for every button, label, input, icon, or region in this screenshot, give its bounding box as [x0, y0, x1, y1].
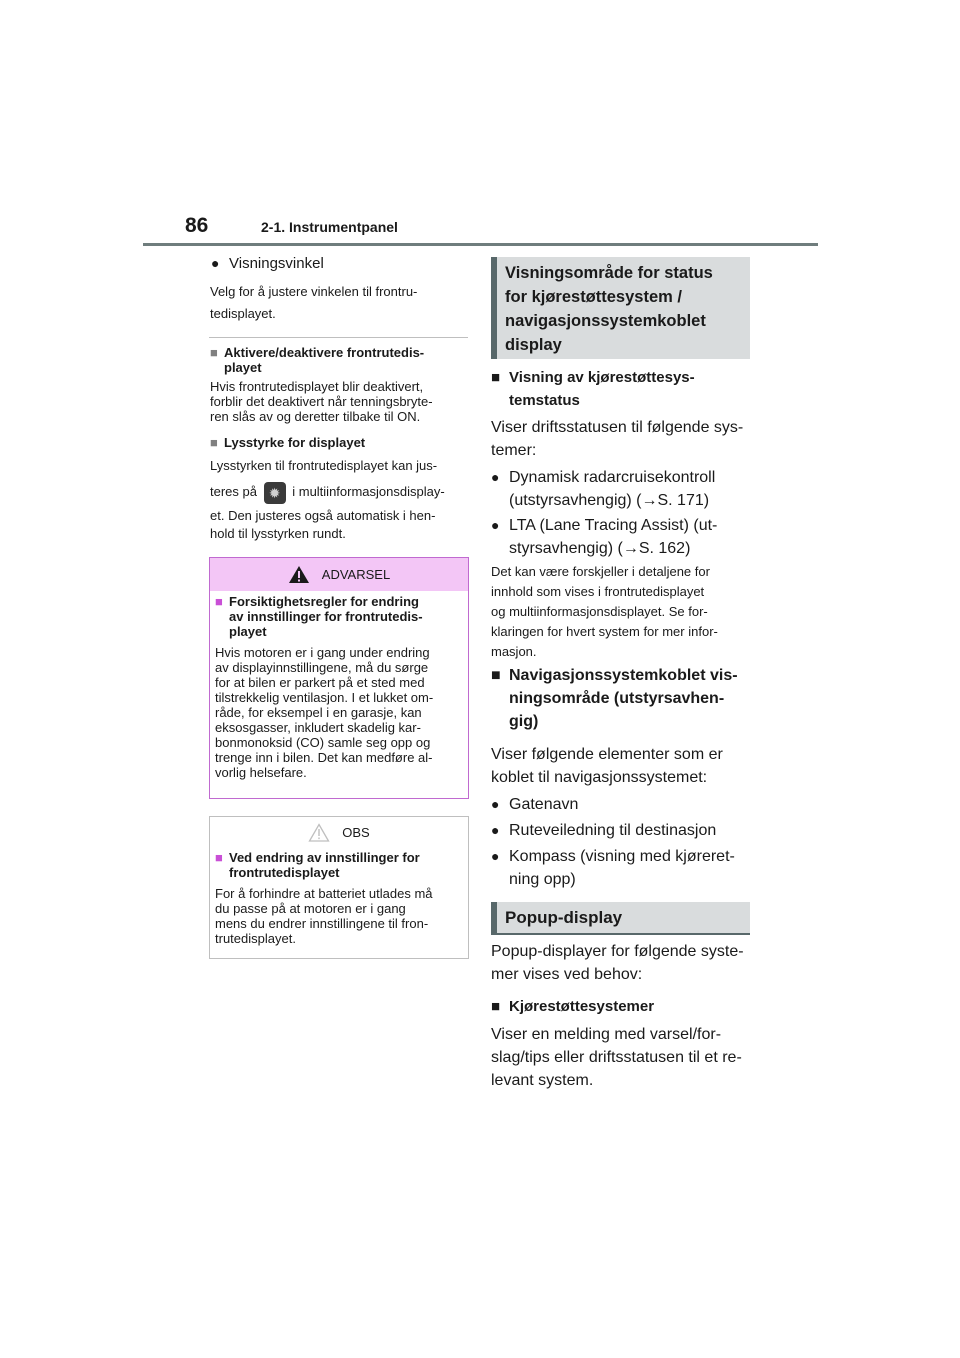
warning-label: ADVARSEL — [321, 567, 391, 582]
settings-gear-icon: ✹ — [264, 482, 286, 504]
header-rule — [143, 243, 818, 246]
support-note: Det kan være forskjeller i detaljene for innhold som vises i frontrutedisplayet og multiinformasjonsdisplayet. Se for- klaringen for hvert system for mer infor- masjon. — [491, 564, 718, 659]
square-bullet-icon: ■ — [491, 667, 501, 684]
notice-box: OBS ■ Ved endring av innstillinger for frontrutedisplayet For å forhindre at batteriet utlades må du passe på at motoren er i gang mens du endrer innstillingene til fron- trutedisplayet. — [209, 816, 469, 959]
square-bullet-icon: ■ — [215, 594, 223, 609]
square-bullet-icon: ■ — [215, 850, 223, 865]
viewing-angle-text: Velg for å justere vinkelen til frontru- tedisplayet. — [210, 284, 418, 321]
subsection-brightness: ■ Lysstyrke for displayet Lysstyrken til frontrutedisplayet kan jus- teres på ✹ i multiinformasjonsdisplay- et. Den justeres også automatisk i hen- hold til lysstyrken rundt. — [210, 435, 445, 541]
notice-label: OBS — [342, 824, 370, 840]
bullet-viewing-angle: ● Visningsvinkel — [211, 255, 324, 272]
bullet-icon: ● — [211, 255, 220, 271]
heading-popup-display: Popup-display — [491, 902, 750, 935]
section-title: 2-1. Instrumentpanel — [261, 219, 398, 235]
driver-support-section: ■ Visning av kjørestøttesys- temstatus Viser driftsstatusen til følgende sys- temer: ● Dynamisk radarcruisekontroll (utstyrsavhengig) (→S. 171) ● LTA (Lane Tracing Assist) (ut- styrsavhengig) (→S. 162) — [491, 366, 756, 560]
heading-status-display: Visningsområde for status for kjørestøttesystem / navigasjonssystemkoblet display — [491, 257, 750, 359]
square-bullet-icon: ■ — [210, 435, 218, 450]
warning-body: Hvis motoren er i gang under endring av displayinnstillingene, må du sørge for at bilen er parkert på et sted med tilstrekkelig ventilasjon. I et lukket om- råde, for eksempel i en garasje, kan eksosgasser, inkludert skadelig kar- bonmonoksid (CO) samle seg opp og trenge inn i bilen. Det kan medføre al- vorlig helsefare. — [215, 645, 434, 780]
square-bullet-icon: ■ — [210, 345, 218, 360]
subsection-activate: ■ Aktivere/deaktivere frontrutedis- playet Hvis frontrutedisplayet blir deaktivert, forblir det deaktivert når tenningsbryte- ren slås av og deretter tilbake til ON. — [210, 345, 433, 424]
popup-section: Popup-displayer for følgende syste- mer vises ved behov: ■ Kjørestøttesystemer Viser en melding med varsel/for- slag/tips eller driftsstatusen til et re- levant system. — [491, 943, 744, 1089]
notice-body: For å forhindre at batteriet utlades må du passe på at motoren er i gang mens du endrer innstillingene til fron- trutedisplayet. — [215, 886, 433, 946]
square-bullet-icon: ■ — [491, 998, 501, 1015]
bullet-icon: ● — [491, 822, 500, 838]
bullet-icon: ● — [491, 469, 500, 485]
warning-header — [210, 558, 468, 591]
notice-triangle-icon — [308, 823, 330, 842]
page-number: 86 — [185, 214, 209, 237]
bullet-icon: ● — [491, 517, 500, 533]
warning-triangle-icon — [288, 565, 310, 584]
navigation-section: ■ Navigasjonssystemkoblet vis- ningsområde (utstyrsavhen- gig) Viser følgende elementer som er koblet til navigasjonssystemet: ● Gatenavn ● Ruteveiledning til destinasjon ● Kompass (visning med kjøreret- ning opp) — [491, 664, 756, 891]
notice-header — [210, 817, 468, 847]
bullet-icon: ● — [491, 848, 500, 864]
bullet-icon: ● — [491, 796, 500, 812]
warning-box: ADVARSEL ■ Forsiktighetsregler for endring av innstillinger for frontrutedis- playet Hvis motoren er i gang under endring av displayinnstillingene, må du sørge for at bilen er parkert på et sted med tilstrekkelig ventilasjon. I et lukket om- råde, for eksempel i en garasje, kan eksosgasser, inkludert skadelig kar- bonmonoksid (CO) samle seg opp og trenge inn i bilen. Det kan medføre al- vorlig helsefare. — [209, 557, 469, 799]
divider — [209, 337, 468, 338]
square-bullet-icon: ■ — [491, 369, 501, 386]
